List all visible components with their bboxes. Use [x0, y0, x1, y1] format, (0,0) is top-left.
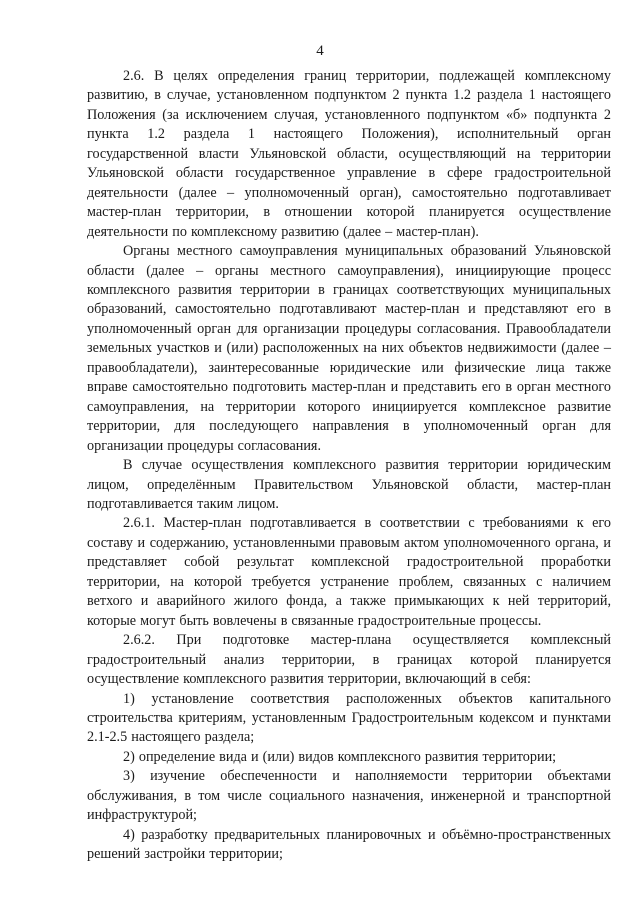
paragraph-2-6-2: 2.6.2. При подготовке мастер-плана осуществляется комплексный градостроительный анализ территории, в границах которой планируется осуществление комплексного развития территории, включающий в себя:: [87, 632, 611, 688]
paragraph-legal-entity: В случае осуществления комплексного развития территории юридическим лицом, определённым Правительством Ульяновской области, мастер-план подготавливается таким лицом.: [87, 457, 611, 512]
document-body: [87, 67, 611, 865]
list-item-4: 4) разработку предварительных планировочных и объёмно-пространственных решений застройки территории;: [87, 826, 611, 863]
paragraph-2-6: 2.6. В целях определения границ территории, подлежащей комплексному развитию, в случае, установленном подпунктом 2 пункта 1.2 раздела 1 настоящего Положения (за исключением случая, установленного подпунктом «б» подпункта 2 пункта 1.2 раздела 1 настоящего Положения), исполнительный орган государственной власти Ульяновской области, осуществляющий на территории Ульяновской области государственное управление в сфере градостроительной деятельности (далее – уполномоченный орган), самостоятельно подготавливает мастер-план территории, в отношении которой планируется осуществление деятельности по комплексному развитию (далее – мастер-план).: [87, 68, 611, 240]
page-number: 4: [316, 43, 324, 59]
list-item-3: 3) изучение обеспеченности и наполняемости территории объектами обслуживания, в том числе социального назначения, инженерной и транспортной инфраструктурой;: [87, 768, 611, 824]
paragraph-2-6-1: 2.6.1. Мастер-план подготавливается в соответствии с требованиями к его составу и содержанию, установленными правовым актом уполномоченного органа, и представляет собой результат комплексной градостроительной проработки территории, на которой требуется устранение проблем, связанных с наличием ветхого и аварийного жилого фонда, а также примыкающих к ней территорий, которые могут быть вовлечены в связанные градостроительные процессы.: [87, 515, 611, 629]
paragraph-local-authorities: Органы местного самоуправления муниципальных образований Ульяновской области (далее – органы местного самоуправления), инициирующие процесс комплексного развития территории в границах соответствующих муниципальных образований, самостоятельно подготавливают мастер-план и представляют его в уполномоченный орган для организации процедуры согласования. Правообладатели земельных участков и (или) расположенных на них объектов недвижимости (далее – правообладатели), заинтересованные юридические или физические лица также вправе самостоятельно подготовить мастер-план и представить его в орган местного самоуправления, на территории которого инициируется комплексное развитие территории, для последующего направления в уполномоченный орган для организации процедуры согласования.: [87, 243, 611, 454]
list-item-1: 1) установление соответствия расположенных объектов капитального строительства критериям, установленным Градостроительным кодексом и пунктами 2.1-2.5 настоящего раздела;: [87, 690, 611, 746]
list-item-2: 2) определение вида и (или) видов комплексного развития территории;: [123, 748, 557, 765]
